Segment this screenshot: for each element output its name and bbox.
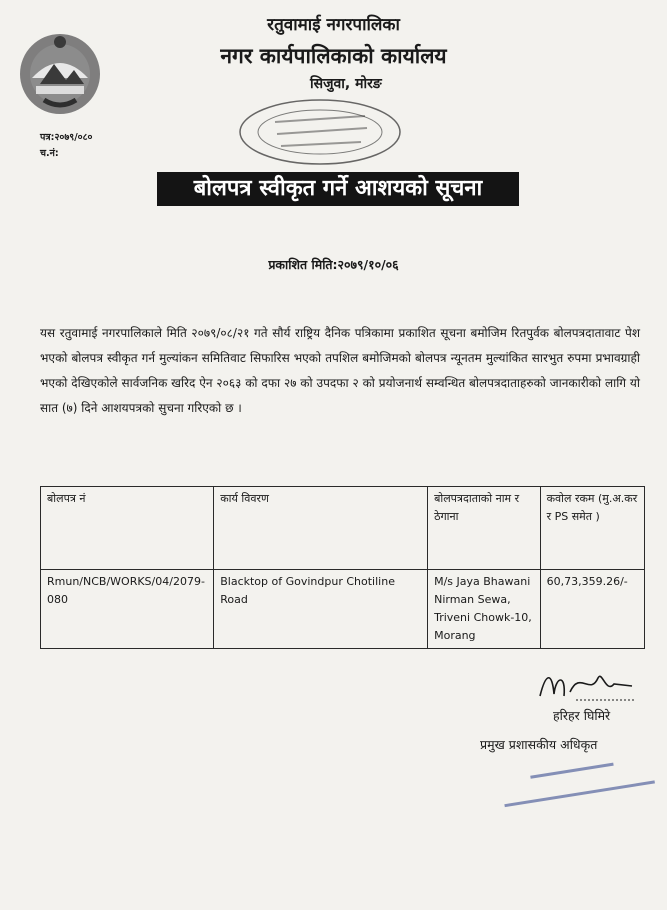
bidder-cell: M/s Jaya Bhawani Nirman Sewa, Triveni Chowk-10, Morang: [428, 570, 541, 649]
officer-stamp-icon: [495, 742, 660, 812]
table-header-row: [41, 487, 645, 570]
signer-name: हरिहर घिमिरे: [553, 708, 611, 723]
reference-block: [40, 130, 93, 162]
office-location: सिजुवा, मोरङ: [310, 76, 382, 92]
office-name: नगर कार्यपालिकाको कार्यालय: [220, 44, 447, 68]
signer-title: प्रमुख प्रशासकीय अधिकृत: [480, 737, 598, 752]
bid-number-cell: Rmun/NCB/WORKS/04/2079-080: [41, 570, 214, 649]
dispatch-number: च.नं:: [40, 148, 59, 159]
municipality-name: रतुवामाई नगरपालिका: [267, 15, 400, 35]
work-description-cell: Blacktop of Govindpur Chotiline Road: [214, 570, 428, 649]
header-bid-amount: कवोल रकम (मु.अ.कर र PS समेत ): [540, 487, 644, 570]
notice-body: यस रतुवामाई नगरपालिकाले मिति २०७९/०८/२१ गते सौर्य राष्ट्रिय दैनिक पत्रिकामा प्रकाशित सूचना बमोजिम रितपुर्वक बोलपत्रदातावाट पेश भएको बोलपत्र स्वीकृत गर्न मुल्यांकन समितिवाट सिफारिस भएको तपशिल बमोजिमको बोलपत्र न्यूनतम मुल्यांकित सारभुत रुपमा प्रभावग्राही भएको देखिएकोले सार्वजनिक खरिद ऐन २०६३ को दफा २७ को उपदफा २ को प्रयोजनार्थ सम्वन्धित बोलपत्रदाताहरुको जानकारीको लागि यो सात (७) दिने आशयपत्रको सुचना गरिएको छ ।: [40, 326, 640, 415]
header-work-description: कार्य विवरण: [214, 487, 428, 570]
signature-icon: [536, 666, 636, 704]
published-date: प्रकाशित मिति:२०७९/१०/०६: [268, 257, 399, 272]
office-stamp-icon: [235, 96, 405, 168]
notice-title: बोलपत्र स्वीकृत गर्ने आशयको सूचना: [157, 172, 519, 206]
letter-number: पत्र:२०७९/०८०: [40, 132, 93, 143]
header-bidder-name: बोलपत्रदाताको नाम र ठेगाना: [428, 487, 541, 570]
bid-table: [40, 486, 645, 649]
table-row: [41, 570, 645, 649]
bid-amount-cell: 60,73,359.26/-: [540, 570, 644, 649]
header-bid-number: बोलपत्र नं: [41, 487, 214, 570]
